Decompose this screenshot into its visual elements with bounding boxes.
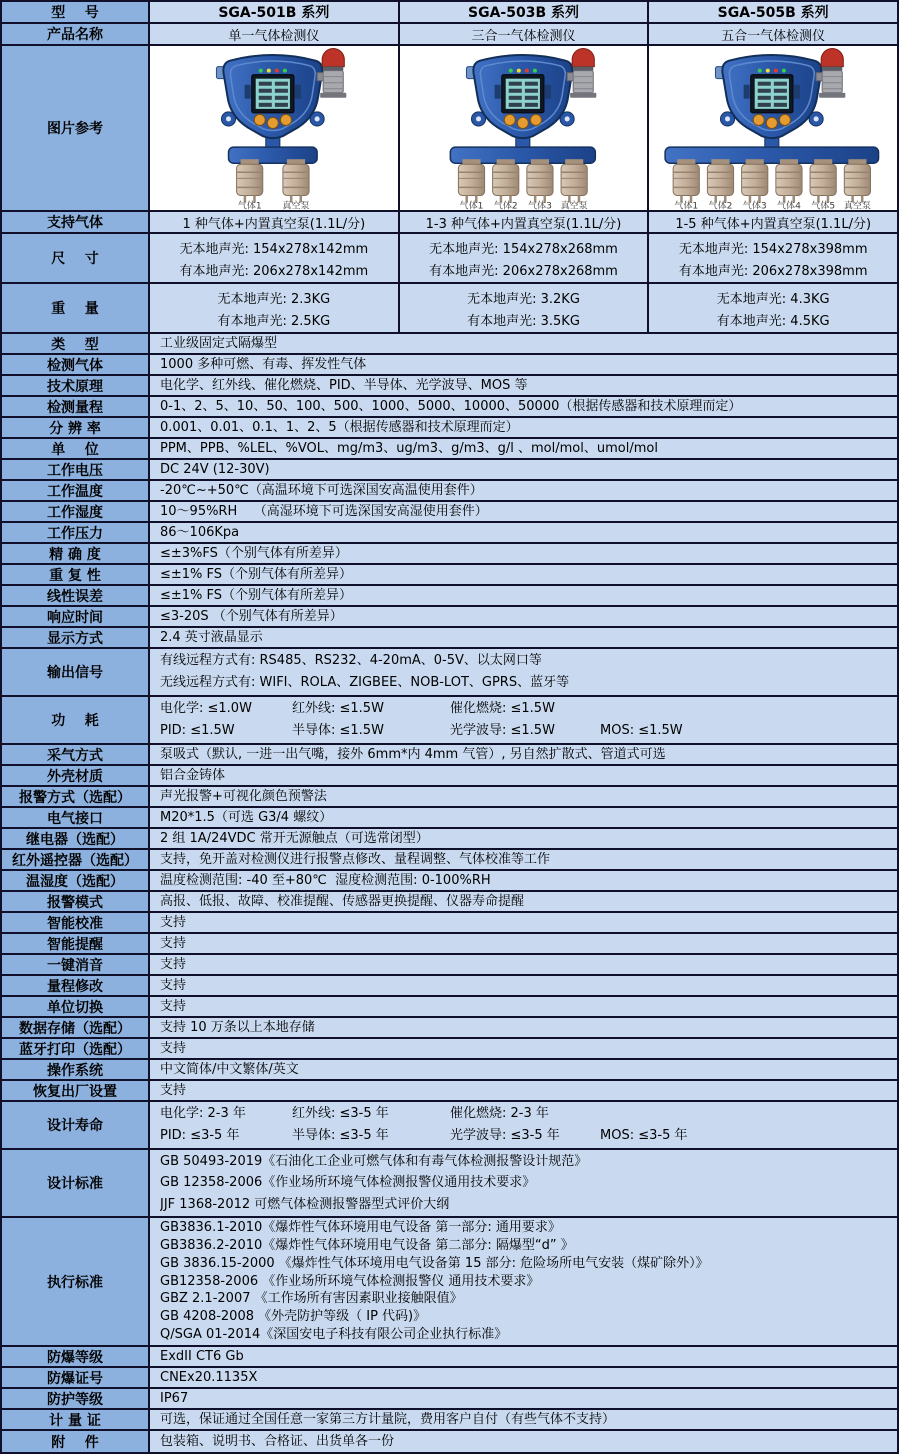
- spec-row: [2, 955, 897, 976]
- spec-row: [2, 1410, 897, 1431]
- spec-line: 电化学、红外线、催化燃烧、PID、半导体、光学波导、MOS 等: [160, 378, 528, 393]
- compare-line: 有本地声光: 206x278x398mm: [678, 263, 868, 279]
- compare-line: 无本地声光: 3.2KG: [467, 291, 580, 307]
- row-label-model: 型 号: [2, 2, 150, 22]
- spec-row: [2, 976, 897, 997]
- compare-line: 1 种气体+内置真空泵(1.1L/分): [182, 216, 366, 232]
- svg-text:气体1: 气体1: [237, 201, 262, 210]
- product-image-cell: [150, 46, 400, 210]
- row-label: 附 件: [2, 1431, 150, 1452]
- spec-row: [2, 871, 897, 892]
- spec-row: [2, 544, 897, 565]
- row-label: 单 位: [2, 439, 150, 458]
- compare-row: [2, 234, 897, 284]
- spec-row: [2, 523, 897, 544]
- spec-row: [2, 1431, 897, 1452]
- spec-value-cell: [150, 1018, 897, 1037]
- spec-line: 支持: [160, 936, 187, 951]
- svg-text:气体2: 气体2: [493, 201, 518, 210]
- spec-row: [2, 1150, 897, 1218]
- spec-row: [2, 586, 897, 607]
- row-label: 防护等级: [2, 1389, 150, 1408]
- spec-value-cell: [150, 1431, 897, 1452]
- spec-line: 2 组 1A/24VDC 常开无源触点（可选常闭型）: [160, 831, 429, 846]
- spec-line: GB3836.1-2010《爆炸性气体环境用电气设备 第一部分: 通用要求》: [160, 1219, 561, 1235]
- spec-segment: 催化燃烧: ≤1.5W: [450, 701, 555, 716]
- row-label: 工作电压: [2, 460, 150, 479]
- compare-line: 1-5 种气体+内置真空泵(1.1L/分): [675, 216, 872, 232]
- spec-value-cell: [150, 871, 897, 890]
- spec-line: ExdII CT6 Gb: [160, 1349, 244, 1364]
- spec-row: [2, 1102, 897, 1150]
- spec-row: [2, 1218, 897, 1347]
- compare-cell: [649, 212, 897, 232]
- spec-value-cell: [150, 829, 897, 848]
- compare-line: 有本地声光: 206x278x142mm: [179, 263, 369, 279]
- row-label: 工作压力: [2, 523, 150, 542]
- row-label: 报警方式（选配）: [2, 787, 150, 806]
- row-label: 继电器（选配）: [2, 829, 150, 848]
- spec-value-cell: [150, 460, 897, 479]
- spec-segment: 半导体: ≤3-5 年: [292, 1128, 389, 1143]
- compare-line: 无本地声光: 2.3KG: [217, 291, 331, 307]
- spec-line: 可选，保证通过全国任意一家第三方计量院，费用客户自付（有些气体不支持）: [160, 1412, 616, 1427]
- spec-line: 支持 10 万条以上本地存储: [160, 1020, 315, 1035]
- spec-line: ≤±3%FS（个别气体有所差异）: [160, 546, 348, 561]
- spec-value-cell: [150, 439, 897, 458]
- spec-line: PPM、PPB、%LEL、%VOL、mg/m3、ug/m3、g/m3、g/l 、mol/mol、umol/mol: [160, 441, 658, 456]
- spec-line: 支持: [160, 915, 187, 930]
- svg-text:真空泵: 真空泵: [844, 201, 872, 210]
- spec-segment: PID: ≤1.5W: [160, 723, 235, 738]
- spec-value-cell: [150, 1410, 897, 1429]
- spec-value-cell: [150, 997, 897, 1016]
- spec-row: [2, 376, 897, 397]
- spec-value-cell: [150, 628, 897, 647]
- spec-row: [2, 628, 897, 649]
- row-label-product-name: 产品名称: [2, 24, 150, 44]
- model-header-cell: SGA-503B 系列: [400, 2, 650, 22]
- spec-value-cell: [150, 607, 897, 626]
- spec-line: ≤3-20S （个别气体有所差异）: [160, 609, 343, 624]
- spec-value-cell: [150, 376, 897, 395]
- row-label: 重 复 性: [2, 565, 150, 584]
- spec-value-cell: [150, 808, 897, 827]
- spec-line: ≤±1% FS（个别气体有所差异）: [160, 567, 353, 582]
- row-label: 计 量 证: [2, 1410, 150, 1429]
- spec-line: ≤±1% FS（个别气体有所差异）: [160, 588, 353, 603]
- spec-line: GB12358-2006 《作业场所环境气体检测报警仪 通用技术要求》: [160, 1273, 540, 1289]
- spec-row: [2, 1060, 897, 1081]
- spec-segment: 光学波导: ≤1.5W: [450, 723, 555, 738]
- spec-row: [2, 397, 897, 418]
- spec-line: 0-1、2、5、10、50、100、500、1000、5000、10000、50000（根据传感器和技术原理而定）: [160, 399, 742, 414]
- row-label: 输出信号: [2, 649, 150, 695]
- compare-row: [2, 212, 897, 234]
- row-label: 尺 寸: [2, 234, 150, 282]
- spec-line: 支持: [160, 1041, 187, 1056]
- compare-line: 无本地声光: 4.3KG: [716, 291, 830, 307]
- row-label: 电气接口: [2, 808, 150, 827]
- spec-value-cell: [150, 355, 897, 374]
- spec-value-cell: [150, 334, 897, 353]
- spec-value-cell: [150, 976, 897, 995]
- row-label: 显示方式: [2, 628, 150, 647]
- spec-line: [160, 1103, 897, 1125]
- spec-line: 中文简体/中文繁体/英文: [160, 1062, 299, 1077]
- spec-segment: PID: ≤3-5 年: [160, 1128, 240, 1143]
- spec-value-cell: [150, 913, 897, 932]
- spec-value-cell: [150, 1389, 897, 1408]
- spec-value-cell: [150, 1039, 897, 1058]
- spec-row: [2, 892, 897, 913]
- svg-text:气体1: 气体1: [674, 201, 699, 210]
- svg-text:气体1: 气体1: [459, 201, 484, 210]
- image-row: [2, 46, 897, 212]
- spec-line: 0.001、0.01、0.1、1、2、5（根据传感器和技术原理而定）: [160, 420, 519, 435]
- spec-row: [2, 1389, 897, 1410]
- row-label: 工作温度: [2, 481, 150, 500]
- row-label-image: 图片参考: [2, 46, 150, 210]
- spec-segment: MOS: ≤1.5W: [600, 723, 683, 738]
- row-label: 技术原理: [2, 376, 150, 395]
- spec-row: [2, 1039, 897, 1060]
- spec-row: [2, 913, 897, 934]
- spec-line: 铝合金铸体: [160, 768, 226, 783]
- spec-value-cell: [150, 766, 897, 785]
- spec-value-cell: [150, 418, 897, 437]
- spec-value-cell: [150, 649, 897, 695]
- svg-text:真空泵: 真空泵: [282, 201, 310, 210]
- spec-line: 支持: [160, 957, 187, 972]
- spec-line: DC 24V (12-30V): [160, 462, 270, 477]
- product-name-cell: 三合一气体检测仪: [400, 24, 650, 44]
- svg-text:真空泵: 真空泵: [560, 201, 588, 210]
- spec-value-cell: [150, 934, 897, 953]
- spec-line: [160, 720, 897, 742]
- svg-text:气体5: 气体5: [811, 201, 836, 210]
- spec-row: [2, 607, 897, 628]
- compare-line: 无本地声光: 154x278x268mm: [429, 241, 618, 257]
- row-label: 数据存储（选配）: [2, 1018, 150, 1037]
- spec-value-cell: [150, 745, 897, 764]
- compare-cell: [150, 284, 400, 332]
- spec-row: [2, 1347, 897, 1368]
- row-label: 温湿度（选配）: [2, 871, 150, 890]
- spec-line: GBZ 2.1-2007 《工作场所有害因素职业接触限值》: [160, 1291, 463, 1307]
- compare-cell: [400, 284, 650, 332]
- spec-line: 支持，免开盖对检测仪进行报警点修改、量程调整、气体校准等工作: [160, 852, 551, 867]
- spec-segment: 催化燃烧: 2-3 年: [450, 1106, 549, 1121]
- row-label: 支持气体: [2, 212, 150, 232]
- spec-row: [2, 1081, 897, 1102]
- spec-line: GB 12358-2006《作业场所环境气体检测报警仪通用技术要求》: [160, 1175, 536, 1191]
- spec-value-cell: [150, 1218, 897, 1345]
- spec-row: [2, 334, 897, 355]
- row-label: 设计标准: [2, 1150, 150, 1216]
- compare-line: 无本地声光: 154x278x142mm: [179, 241, 369, 257]
- spec-line: 支持: [160, 1083, 187, 1098]
- spec-line: 86～106Kpa: [160, 525, 240, 540]
- spec-row: [2, 649, 897, 697]
- svg-text:气体4: 气体4: [777, 201, 802, 210]
- spec-value-cell: [150, 586, 897, 605]
- row-label: 蓝牙打印（选配）: [2, 1039, 150, 1058]
- spec-value-cell: [150, 544, 897, 563]
- compare-line: 无本地声光: 154x278x398mm: [678, 241, 868, 257]
- spec-row: [2, 850, 897, 871]
- spec-line: 支持: [160, 978, 187, 993]
- spec-segment: 电化学: 2-3 年: [160, 1106, 246, 1121]
- row-label: 操作系统: [2, 1060, 150, 1079]
- model-header-cell: SGA-505B 系列: [649, 2, 897, 22]
- spec-row: [2, 787, 897, 808]
- compare-cell: [400, 234, 650, 282]
- spec-line: Q/SGA 01-2014《深国安电子科技有限公司企业执行标准》: [160, 1327, 508, 1343]
- spec-line: 2.4 英寸液晶显示: [160, 630, 263, 645]
- spec-line: -20℃~+50℃（高温环境下可选深国安高温使用套件）: [160, 483, 483, 498]
- spec-value-cell: [150, 787, 897, 806]
- spec-value-cell: [150, 892, 897, 911]
- row-label: 工作湿度: [2, 502, 150, 521]
- spec-value-cell: [150, 1102, 897, 1148]
- spec-row: [2, 745, 897, 766]
- spec-segment: 红外线: ≤3-5 年: [292, 1106, 389, 1121]
- product-name-cell: 单一气体检测仪: [150, 24, 400, 44]
- model-header-cell: SGA-501B 系列: [150, 2, 400, 22]
- spec-line: CNEx20.1135X: [160, 1370, 258, 1385]
- row-label: 检测气体: [2, 355, 150, 374]
- spec-line: M20*1.5（可选 G3/4 螺纹）: [160, 810, 333, 825]
- row-label: 类 型: [2, 334, 150, 353]
- spec-line: 有线远程方式有: RS485、RS232、4-20mA、0-5V、以太网口等: [160, 653, 542, 668]
- spec-value-cell: [150, 481, 897, 500]
- product-name-row: [2, 24, 897, 46]
- gas-detector-illustration: [649, 46, 897, 210]
- spec-row: [2, 439, 897, 460]
- compare-line: 有本地声光: 206x278x268mm: [429, 263, 618, 279]
- spec-line: 声光报警+可视化颜色预警法: [160, 789, 327, 804]
- spec-line: 包装箱、说明书、合格证、出货单各一份: [160, 1434, 395, 1449]
- row-label: 响应时间: [2, 607, 150, 626]
- spec-row: [2, 502, 897, 523]
- compare-line: 有本地声光: 3.5KG: [467, 313, 580, 329]
- compare-cell: [150, 234, 400, 282]
- spec-row: [2, 829, 897, 850]
- row-label: 智能提醒: [2, 934, 150, 953]
- spec-segment: 光学波导: ≤3-5 年: [450, 1128, 560, 1143]
- row-label: 智能校准: [2, 913, 150, 932]
- row-label: 红外遥控器（选配）: [2, 850, 150, 869]
- compare-line: 有本地声光: 2.5KG: [217, 313, 331, 329]
- spec-line: 温度检测范围: -40 至+80℃ 湿度检测范围: 0-100%RH: [160, 873, 491, 888]
- row-label: 防爆证号: [2, 1368, 150, 1387]
- row-label: 重 量: [2, 284, 150, 332]
- row-label: 分 辨 率: [2, 418, 150, 437]
- row-label: 防爆等级: [2, 1347, 150, 1366]
- spec-line: 1000 多种可燃、有毒、挥发性气体: [160, 357, 367, 372]
- compare-line: 1-3 种气体+内置真空泵(1.1L/分): [425, 216, 622, 232]
- row-label: 设计寿命: [2, 1102, 150, 1148]
- spec-row: [2, 997, 897, 1018]
- spec-row: [2, 355, 897, 376]
- row-label: 精 确 度: [2, 544, 150, 563]
- spec-line: IP67: [160, 1391, 189, 1406]
- compare-cell: [150, 212, 400, 232]
- row-label: 执行标准: [2, 1218, 150, 1345]
- spec-segment: 半导体: ≤1.5W: [292, 723, 384, 738]
- spec-line: 工业级固定式隔爆型: [160, 336, 278, 351]
- spec-row: [2, 565, 897, 586]
- spec-row: [2, 934, 897, 955]
- row-label: 采气方式: [2, 745, 150, 764]
- row-label: 外壳材质: [2, 766, 150, 785]
- spec-segment: 红外线: ≤1.5W: [292, 701, 384, 716]
- spec-value-cell: [150, 955, 897, 974]
- compare-line: 有本地声光: 4.5KG: [716, 313, 830, 329]
- spec-segment: 电化学: ≤1.0W: [160, 701, 252, 716]
- row-label: 线性误差: [2, 586, 150, 605]
- compare-row: [2, 284, 897, 334]
- spec-line: 高报、低报、故障、校准提醒、传感器更换提醒、仪器寿命提醒: [160, 894, 525, 909]
- row-label: 量程修改: [2, 976, 150, 995]
- spec-value-cell: [150, 1347, 897, 1366]
- row-label: 一键消音: [2, 955, 150, 974]
- spec-value-cell: [150, 1081, 897, 1100]
- compare-cell: [400, 212, 650, 232]
- compare-cell: [649, 234, 897, 282]
- spec-line: GB 4208-2008 《外壳防护等级（ IP 代码)》: [160, 1309, 427, 1325]
- row-label: 功 耗: [2, 697, 150, 743]
- row-label: 报警模式: [2, 892, 150, 911]
- spec-row: [2, 766, 897, 787]
- spec-line: GB 50493-2019《石油化工企业可燃气体和有毒气体检测报警设计规范》: [160, 1154, 588, 1170]
- spec-value-cell: [150, 1060, 897, 1079]
- gas-detector-illustration: [400, 46, 648, 210]
- row-label: 恢复出厂设置: [2, 1081, 150, 1100]
- spec-value-cell: [150, 502, 897, 521]
- spec-value-cell: [150, 565, 897, 584]
- spec-row: [2, 481, 897, 502]
- spec-value-cell: [150, 697, 897, 743]
- row-label: 检测量程: [2, 397, 150, 416]
- product-image-cell: [649, 46, 897, 210]
- spec-line: GB3836.2-2010《爆炸性气体环境用电气设备 第二部分: 隔爆型“d” 》: [160, 1237, 574, 1253]
- spec-value-cell: [150, 1150, 897, 1216]
- spec-value-cell: [150, 850, 897, 869]
- spec-line: 支持: [160, 999, 187, 1014]
- spec-row: [2, 418, 897, 439]
- spec-value-cell: [150, 397, 897, 416]
- spec-row: [2, 460, 897, 481]
- spec-row: [2, 1368, 897, 1389]
- spec-line: [160, 698, 897, 720]
- svg-text:气体3: 气体3: [743, 201, 767, 210]
- product-image-cell: [400, 46, 650, 210]
- svg-text:气体3: 气体3: [527, 201, 552, 210]
- spec-line: 泵吸式（默认, 一进一出气嘴，接外 6mm*内 4mm 气管）, 另自然扩散式、管道式可选: [160, 747, 666, 762]
- spec-line: [160, 1125, 897, 1147]
- spec-line: GB 3836.15-2000 《爆炸性气体环境用电气设备第 15 部分: 危险场所电气安装（煤矿除外）》: [160, 1255, 709, 1271]
- spec-line: JJF 1368-2012 可燃气体检测报警器型式评价大纲: [160, 1196, 450, 1212]
- product-name-cell: 五合一气体检测仪: [649, 24, 897, 44]
- spec-segment: MOS: ≤3-5 年: [600, 1128, 688, 1143]
- gas-detector-illustration: [150, 46, 398, 210]
- compare-cell: [649, 284, 897, 332]
- row-label: 单位切换: [2, 997, 150, 1016]
- svg-text:气体2: 气体2: [708, 201, 733, 210]
- spec-line: 无线远程方式有: WIFI、ROLA、ZIGBEE、NOB-LOT、GPRS、蓝牙等: [160, 675, 570, 690]
- spec-value-cell: [150, 523, 897, 542]
- spec-value-cell: [150, 1368, 897, 1387]
- spec-row: [2, 697, 897, 745]
- spec-row: [2, 808, 897, 829]
- spec-line: 10～95%RH （高湿环境下可选深国安高湿使用套件）: [160, 504, 488, 519]
- spec-row: [2, 1018, 897, 1039]
- header-row: [2, 2, 897, 24]
